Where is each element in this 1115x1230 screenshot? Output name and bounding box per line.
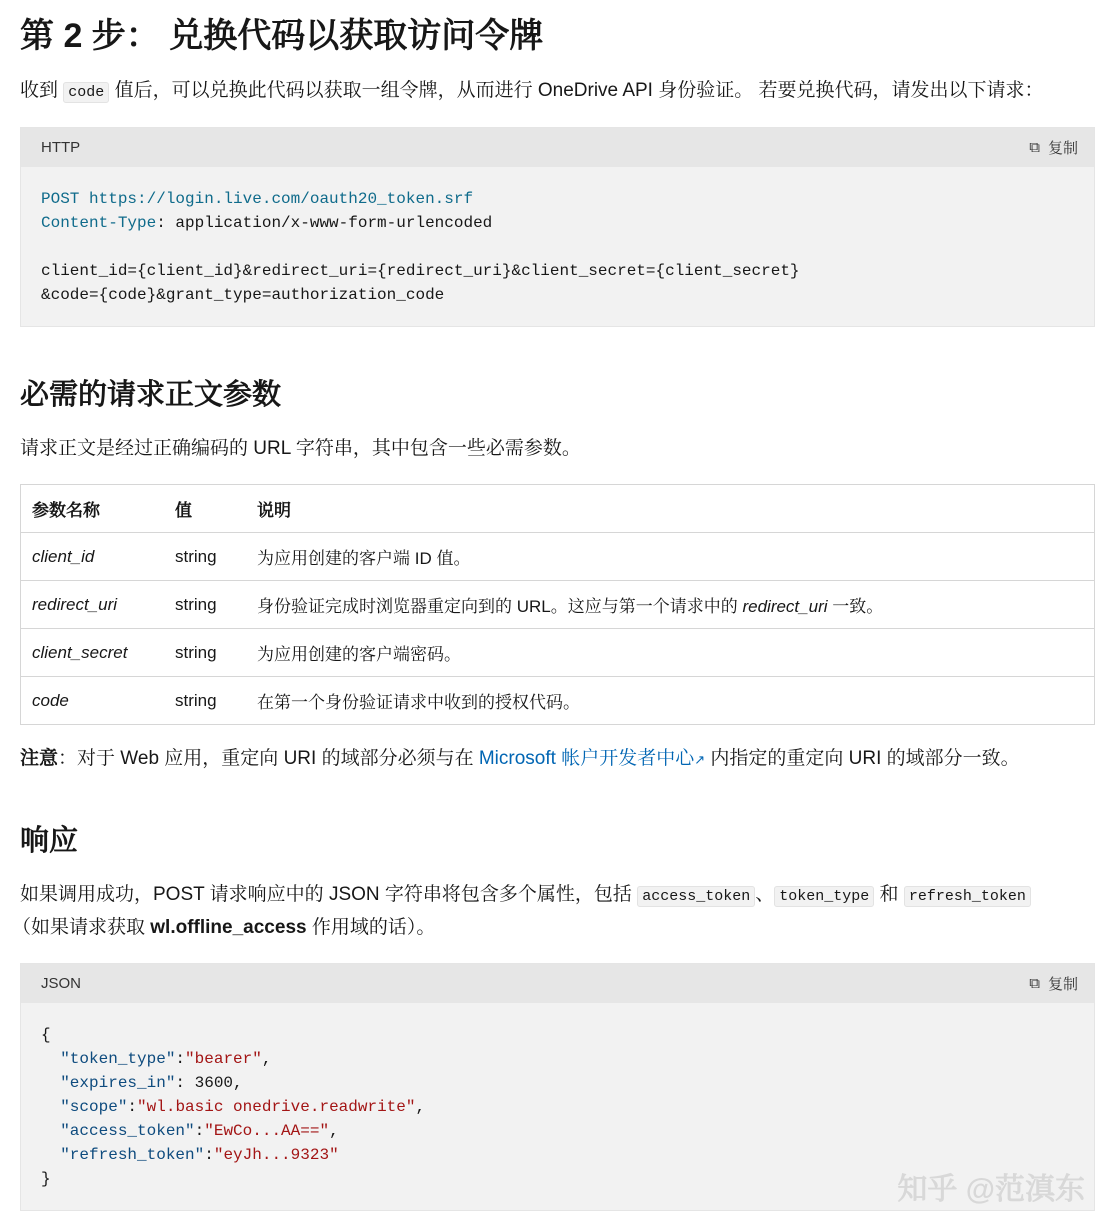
table-row: redirect_uri string 身份验证完成时浏览器重定向到的 URL。这应与第一个请求中的 redirect_uri 一致。 <box>21 581 1095 629</box>
code-lang: HTTP <box>41 139 81 156</box>
intro-text: 收到 code 值后，可以兑换此代码以获取一组令牌，从而进行 OneDrive API 身份验证。 若要兑换代码，请发出以下请求： <box>20 80 1044 101</box>
copy-icon: ⧉ <box>1029 139 1040 156</box>
section-heading-params: 必需的请求正文参数 <box>20 379 282 411</box>
external-link-icon: ↗ <box>694 752 706 767</box>
copy-icon: ⧉ <box>1029 975 1040 992</box>
copy-button[interactable]: ⧉ 复制 <box>1029 975 1078 993</box>
response-text: 如果调用成功，POST 请求响应中的 JSON 字符串将包含多个属性，包括 access_token 、 token_type 和 refresh_token <box>20 878 1031 913</box>
json-code: { "token_type":"bearer", "expires_in": 3600, "scope":"wl.basic onedrive.readwrite", "access_token":"EwCo...AA==", "refresh_token":"eyJh...9323" } <box>41 1026 426 1188</box>
table-row: client_id string 为应用创建的客户端 ID 值。 <box>21 533 1095 581</box>
section-heading-response: 响应 <box>20 825 79 857</box>
table-row: code string 在第一个身份验证请求中收到的授权代码。 <box>21 677 1095 725</box>
response-text-2: （如果请求获取 wl.offline_access 作用域的话）。 <box>12 917 436 938</box>
dev-center-link[interactable]: Microsoft 帐户开发者中心 <box>478 748 695 769</box>
note: 注意：对于 Web 应用，重定向 URI 的域部分必须与在 Microsoft 帐户开发者中心↗ 内指定的重定向 URI 的域部分一致。 <box>20 748 1020 769</box>
http-code: POST https://login.live.com/oauth20_token.srf Content-Type: application/x-www-form-urlencoded client_id={client_id}&redirect_uri={redirect_uri}&client_secret={client_secret} &code={code}&grant_type=authorization_code <box>41 190 800 304</box>
watermark: 知乎 @范滇东 <box>897 1173 1085 1206</box>
page-title: 第 2 步： 兑换代码以获取访问令牌 <box>20 17 544 55</box>
params-table: 参数名称 值 说明 client_id string 为应用创建的客户端 ID 值。 redirect_uri string 身份验证完成时浏览器重定向到的 URL。这应与第一个请求中的 redirect_uri 一致。 client_secret string 为应用创建的客户端密码。 code string 在第一个身份验证请求中收到的授权代码。 <box>20 484 1095 725</box>
code-lang: JSON <box>41 975 82 992</box>
http-code-block <box>20 127 1095 327</box>
copy-button[interactable]: ⧉ 复制 <box>1029 139 1078 157</box>
table-row: client_secret string 为应用创建的客户端密码。 <box>21 629 1095 677</box>
params-intro: 请求正文是经过正确编码的 URL 字符串，其中包含一些必需参数。 <box>20 438 581 459</box>
